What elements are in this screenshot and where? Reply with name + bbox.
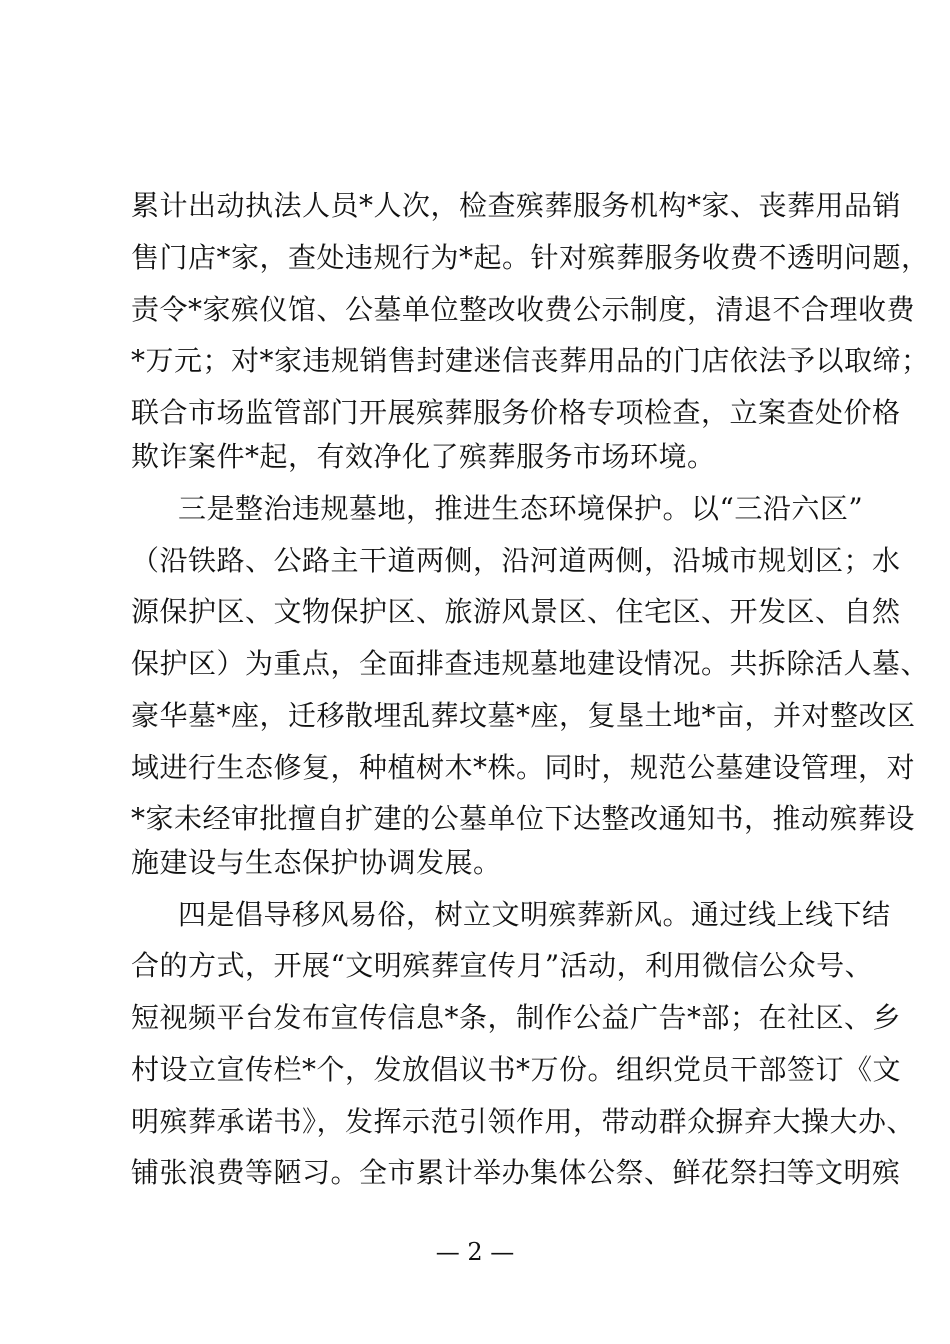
text-line: 短视频平台发布宣传信息*条，制作公益广告*部；在社区、乡 [131,1001,902,1034]
text-line: 施建设与生态保护协调发展。 [131,846,502,879]
text-line: 铺张浪费等陋习。全市累计举办集体公祭、鲜花祭扫等文明殡 [131,1156,901,1189]
text-line: 明殡葬承诺书》，发挥示范引领作用，带动群众摒弃大操大办、 [131,1105,916,1138]
text-line: 村设立宣传栏*个，发放倡议书*万份。组织党员干部签订《文 [131,1053,902,1086]
text-line: 累计出动执法人员*人次，检查殡葬服务机构*家、丧葬用品销 [131,189,902,222]
text-line: 域进行生态修复，种植树木*株。同时，规范公墓建设管理，对 [131,751,916,784]
text-line: 责令*家殡仪馆、公墓单位整改收费公示制度，清退不合理收费 [131,293,916,326]
text-line: 联合市场监管部门开展殡葬服务价格专项检查，立案查处价格 [131,396,901,429]
page-number: — 2 — [435,1238,515,1266]
paragraph-start-line: 三是整治违规墓地，推进生态环境保护。以“三沿六区” [178,492,864,525]
text-line: 豪华墓*座，迁移散埋乱葬坟墓*座，复垦土地*亩，并对整改区 [131,699,916,732]
text-line: （沿铁路、公路主干道两侧，沿河道两侧，沿城市规划区；水 [131,544,901,577]
text-line: 保护区）为重点，全面排查违规墓地建设情况。共拆除活人墓、 [131,647,930,680]
text-line: 欺诈案件*起，有效净化了殡葬服务市场环境。 [131,440,716,473]
text-line: *万元；对*家违规销售封建迷信丧葬用品的门店依法予以取缔； [131,344,930,377]
text-line: *家未经审批擅自扩建的公墓单位下达整改通知书，推动殡葬设 [131,802,916,835]
text-line: 售门店*家，查处违规行为*起。针对殡葬服务收费不透明问题， [131,241,930,274]
paragraph-start-line: 四是倡导移风易俗，树立文明殡葬新风。通过线上线下结 [178,898,891,931]
text-line: 合的方式，开展“文明殡葬宣传月”活动，利用微信公众号、 [131,949,874,982]
text-line: 源保护区、文物保护区、旅游风景区、住宅区、开发区、自然 [131,595,901,628]
